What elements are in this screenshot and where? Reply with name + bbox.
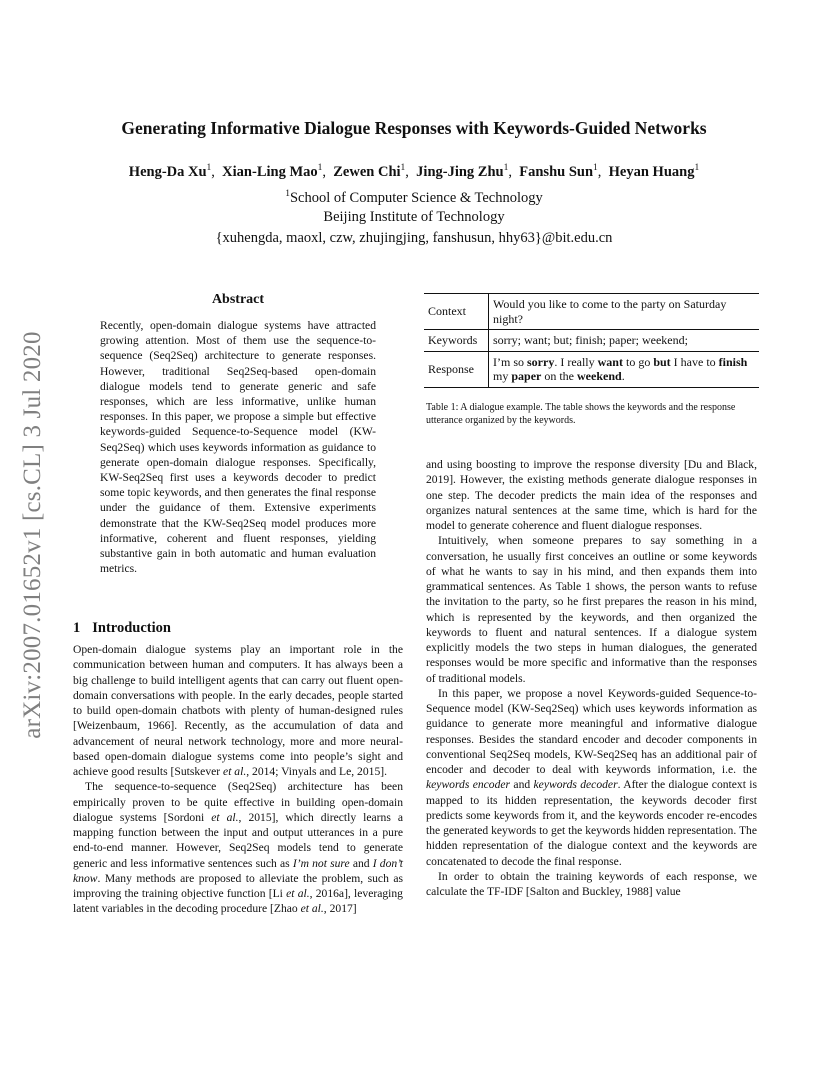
- paragraph: In order to obtain the training keywords of each response, we calculate the TF-IDF [Salton and Buckley, 1988] value: [426, 869, 757, 898]
- table-row-content: Would you like to come to the party on Saturday night?: [493, 297, 727, 326]
- author-name: Zewen Chi: [333, 163, 401, 180]
- author-affil-mark: 1: [400, 163, 406, 173]
- section-title: Introduction: [92, 620, 171, 636]
- author-name: Heyan Huang: [608, 163, 695, 180]
- author-name: Fanshu Sun: [519, 163, 594, 180]
- author-affil-mark: 1: [317, 163, 323, 173]
- author-affil-mark: 1: [503, 163, 509, 173]
- dialogue-example-table: [424, 293, 759, 388]
- author-affil-mark: 1: [206, 163, 212, 173]
- author-affil-mark: 1: [694, 163, 700, 173]
- author-name: Jing-Jing Zhu: [416, 163, 504, 180]
- affiliation-school: [0, 189, 828, 207]
- section-heading: [73, 620, 171, 637]
- paper-title: Generating Informative Dialogue Responses with Keywords-Guided Networks: [121, 118, 707, 138]
- table-row: [424, 294, 759, 330]
- school-name: School of Computer Science & Technology: [289, 189, 543, 206]
- affiliation-institute: Beijing Institute of Technology: [323, 209, 505, 225]
- table-row: [424, 330, 759, 352]
- table-row-label: Response: [424, 351, 489, 387]
- table-row-label: Keywords: [424, 330, 489, 352]
- author-affil-mark: 1: [593, 163, 598, 173]
- paragraph: and using boosting to improve the response diversity [Du and Black, 2019]. However, the existing methods generate dialogue responses in one step. The decoder predicts the main idea of the responses and organizes natural sentences at the same time, which is hard for the model to generate coherence and fluent dialogue responses.: [426, 458, 757, 532]
- author-list: Heng-Da Xu$^1$, Xian-Ling Mao$^1$, Zewen Chi$^1$, Jing-Jing Zhu$^1$, Fanshu Sun$^1$, Heyan Huang$^1$: [128, 163, 700, 180]
- paragraph: The sequence-to-sequence (Seq2Seq) architecture has been empirically proven to be quite effective in building open-domain dialogue systems [Sordoni et al., 2015], which directly learns a mapping function between the input and output utterances in a pure end-to-end manner. However, Seq2Seq models tend to generate generic and less informative sentences such as I’m not sure and I don’t know. Many methods are proposed to alleviate the problem, such as improving the training objective function [Li et al., 2016a], leveraging latent variables in the decoding procedure [Zhao et al., 2017]: [73, 780, 403, 916]
- left-column-body: [73, 642, 403, 917]
- table-row: [424, 351, 759, 387]
- paragraph: Open-domain dialogue systems play an important role in the communication between human and computers. It has always been a big challenge to build intelligent agents that can carry out fluent open-domain conversations with people. In the early decades, people started to build open-domain chatbots with plenty of human-designed rules [Weizenbaum, 1966]. Recently, as the accumulation of data and advancement of neural network technology, more and more neural-based open-domain dialogue systems come into people’s sight and achieve good results [Sutskever et al., 2014; Vinyals and Le, 2015].: [73, 643, 403, 778]
- right-column-body: [426, 457, 757, 899]
- table-row-label: Context: [424, 294, 489, 330]
- paragraph: Intuitively, when someone prepares to say something in a conversation, he usually first conceives an outline or some keywords of what he wants to say in his mind, and then expands them into grammatical sentences. As Table 1 shows, the person wants to refuse the invitation to the party, so he first prepares the reason in his mind, which is represented by the keywords, and then organized the keywords to fluent and natural sentences. If a dialogue system explicitly models the two steps in human dialogues, the generated responses would be more specific and informative than the responses of traditional models.: [426, 534, 757, 685]
- arxiv-side-label: [8, 300, 58, 770]
- table-caption: Table 1: A dialogue example. The table shows the keywords and the response utterance organized by the keywords.: [426, 402, 736, 426]
- author-name: Xian-Ling Mao: [222, 163, 318, 180]
- paragraph: In this paper, we propose a novel Keywords-guided Sequence-to-Sequence model (KW-Seq2Seq) which uses keywords information as guidance to generate more meaningful and informative dialogue responses. Besides the standard encoder and decoder components in conventional Seq2Seq models, KW-Seq2Seq has an additional pair of encoder and decoder to deal with keywords information, i.e. the keywords encoder and keywords decoder. After the dialogue context is mapped to its hidden representation, the keywords decoder first predicts some keywords from it, and the keywords encoder re-encodes the generated keywords to get the keywords hidden representation. The hidden representation of the dialogue context and the keywords are concatenated to decode the final response.: [426, 686, 758, 868]
- author-name: Heng-Da Xu: [128, 163, 207, 180]
- section-number: 1: [73, 620, 81, 636]
- abstract-heading: Abstract: [211, 292, 265, 307]
- abstract-text: Recently, open-domain dialogue systems have attracted growing attention. Most of them use the sequence-to-sequence (Seq2Seq) architecture to generate responses. However, traditional Seq2Seq-based open-domain dialogue models tend to generate generic and safe responses, which are less informative, unlike human responses. In this paper, we propose a simple but effective keywords-guided Sequence-to-Sequence model (KW-Seq2Seq) which uses keywords information as guidance to generate open-domain dialogue responses. Specifically, KW-Seq2Seq first uses a keywords decoder to predict some topic keywords, and then generates the final response under the guidance of them. Extensive experiments demonstrate that the KW-Seq2Seq model produces more informative, coherent and fluent responses, yielding substantive gain in both automatic and human evaluation metrics.: [100, 319, 376, 576]
- author-emails: {xuhengda, maoxl, czw, zhujingjing, fanshusun, hhy63}@bit.edu.cn: [215, 230, 613, 246]
- affil-mark: 1: [285, 189, 290, 199]
- table-row-content: sorry; want; but; finish; paper; weekend;: [493, 333, 688, 347]
- table-row-content: I’m so sorry. I really want to go but I have to finish my paper on the weekend.: [493, 354, 748, 383]
- arxiv-identifier: arXiv:2007.01652v1 [cs.CL] 3 Jul 2020: [19, 331, 46, 739]
